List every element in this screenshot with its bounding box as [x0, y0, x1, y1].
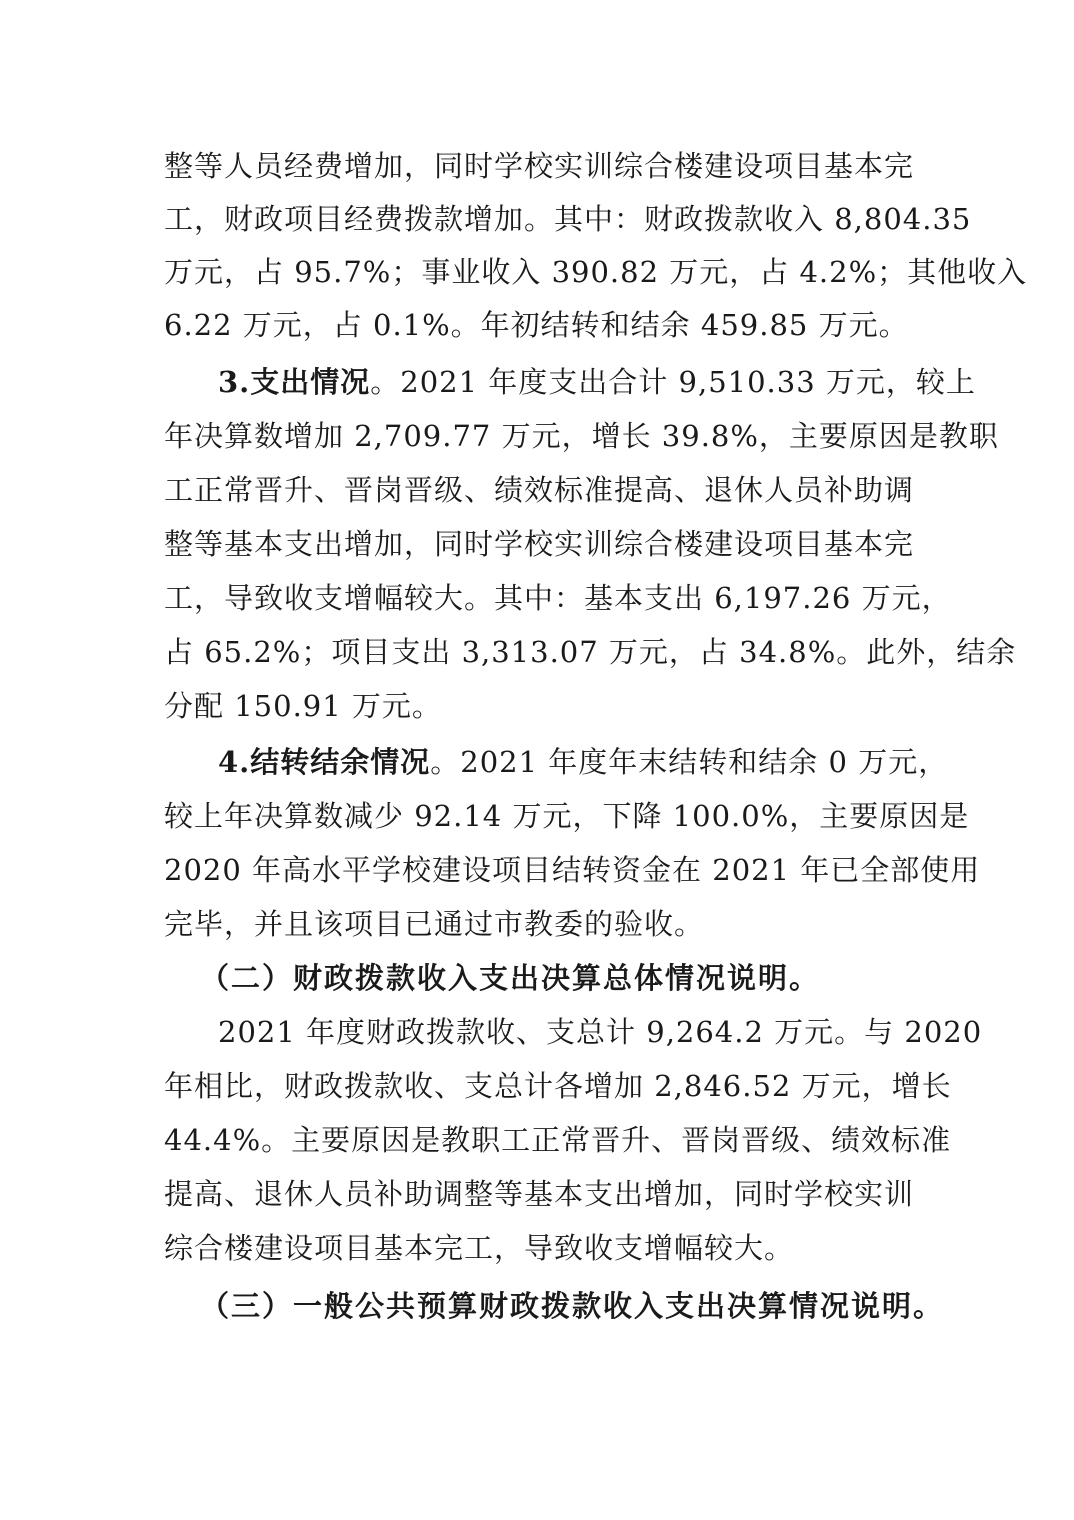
body-line: 44.4%。主要原因是教职工正常晋升、晋岗晋级、绩效标准: [164, 1123, 952, 1157]
body-line: 提高、退休人员补助调整等基本支出增加，同时学校实训: [164, 1177, 915, 1211]
body-line: 工正常晋升、晋岗晋级、绩效标准提高、退休人员补助调: [164, 473, 915, 507]
section-4-heading: 4.结转结余情况: [218, 745, 431, 779]
body-line: 完毕，并且该项目已通过市教委的验收。: [164, 907, 705, 941]
section-3-text: 。2021 年度支出合计 9,510.33 万元，较上: [370, 365, 976, 399]
body-line: 年决算数增加 2,709.77 万元，增长 39.8%，主要原因是教职: [164, 419, 999, 453]
section-4-text: 。2021 年度年末结转和结余 0 万元，: [430, 745, 949, 779]
section-3-first-line: [218, 364, 976, 404]
body-line: 年相比，财政拨款收、支总计各增加 2,846.52 万元，增长: [164, 1069, 952, 1103]
body-line: 2020 年高水平学校建设项目结转资金在 2021 年已全部使用: [164, 853, 981, 887]
section-4-first-line: [218, 744, 948, 784]
section-heading-2: （二）财政拨款收入支出决算总体情况说明。: [200, 961, 821, 995]
section-3-heading: 3.支出情况: [218, 365, 371, 399]
body-line: 6.22 万元，占 0.1%。年初结转和结余 459.85 万元。: [164, 308, 909, 342]
body-line: 2021 年度财政拨款收、支总计 9,264.2 万元。与 2020: [218, 1015, 983, 1049]
body-line: 工，财政项目经费拨款增加。其中：财政拨款收入 8,804.35: [164, 202, 972, 236]
body-line: 综合楼建设项目基本完工，导致收支增幅较大。: [164, 1231, 795, 1265]
body-line: 分配 150.91 万元。: [164, 689, 442, 723]
body-line: 万元，占 95.7%；事业收入 390.82 万元，占 4.2%；其他收入: [164, 255, 1028, 289]
body-line: 整等人员经费增加，同时学校实训综合楼建设项目基本完: [164, 149, 915, 183]
body-line: 整等基本支出增加，同时学校实训综合楼建设项目基本完: [164, 527, 915, 561]
body-line: 工，导致收支增幅较大。其中：基本支出 6,197.26 万元，: [164, 581, 952, 615]
body-line: 较上年决算数减少 92.14 万元，下降 100.0%，主要原因是: [164, 799, 970, 833]
body-line: 占 65.2%；项目支出 3,313.07 万元，占 34.8%。此外，结余: [164, 635, 1017, 669]
section-heading-3: （三）一般公共预算财政拨款收入支出决算情况说明。: [200, 1289, 945, 1323]
